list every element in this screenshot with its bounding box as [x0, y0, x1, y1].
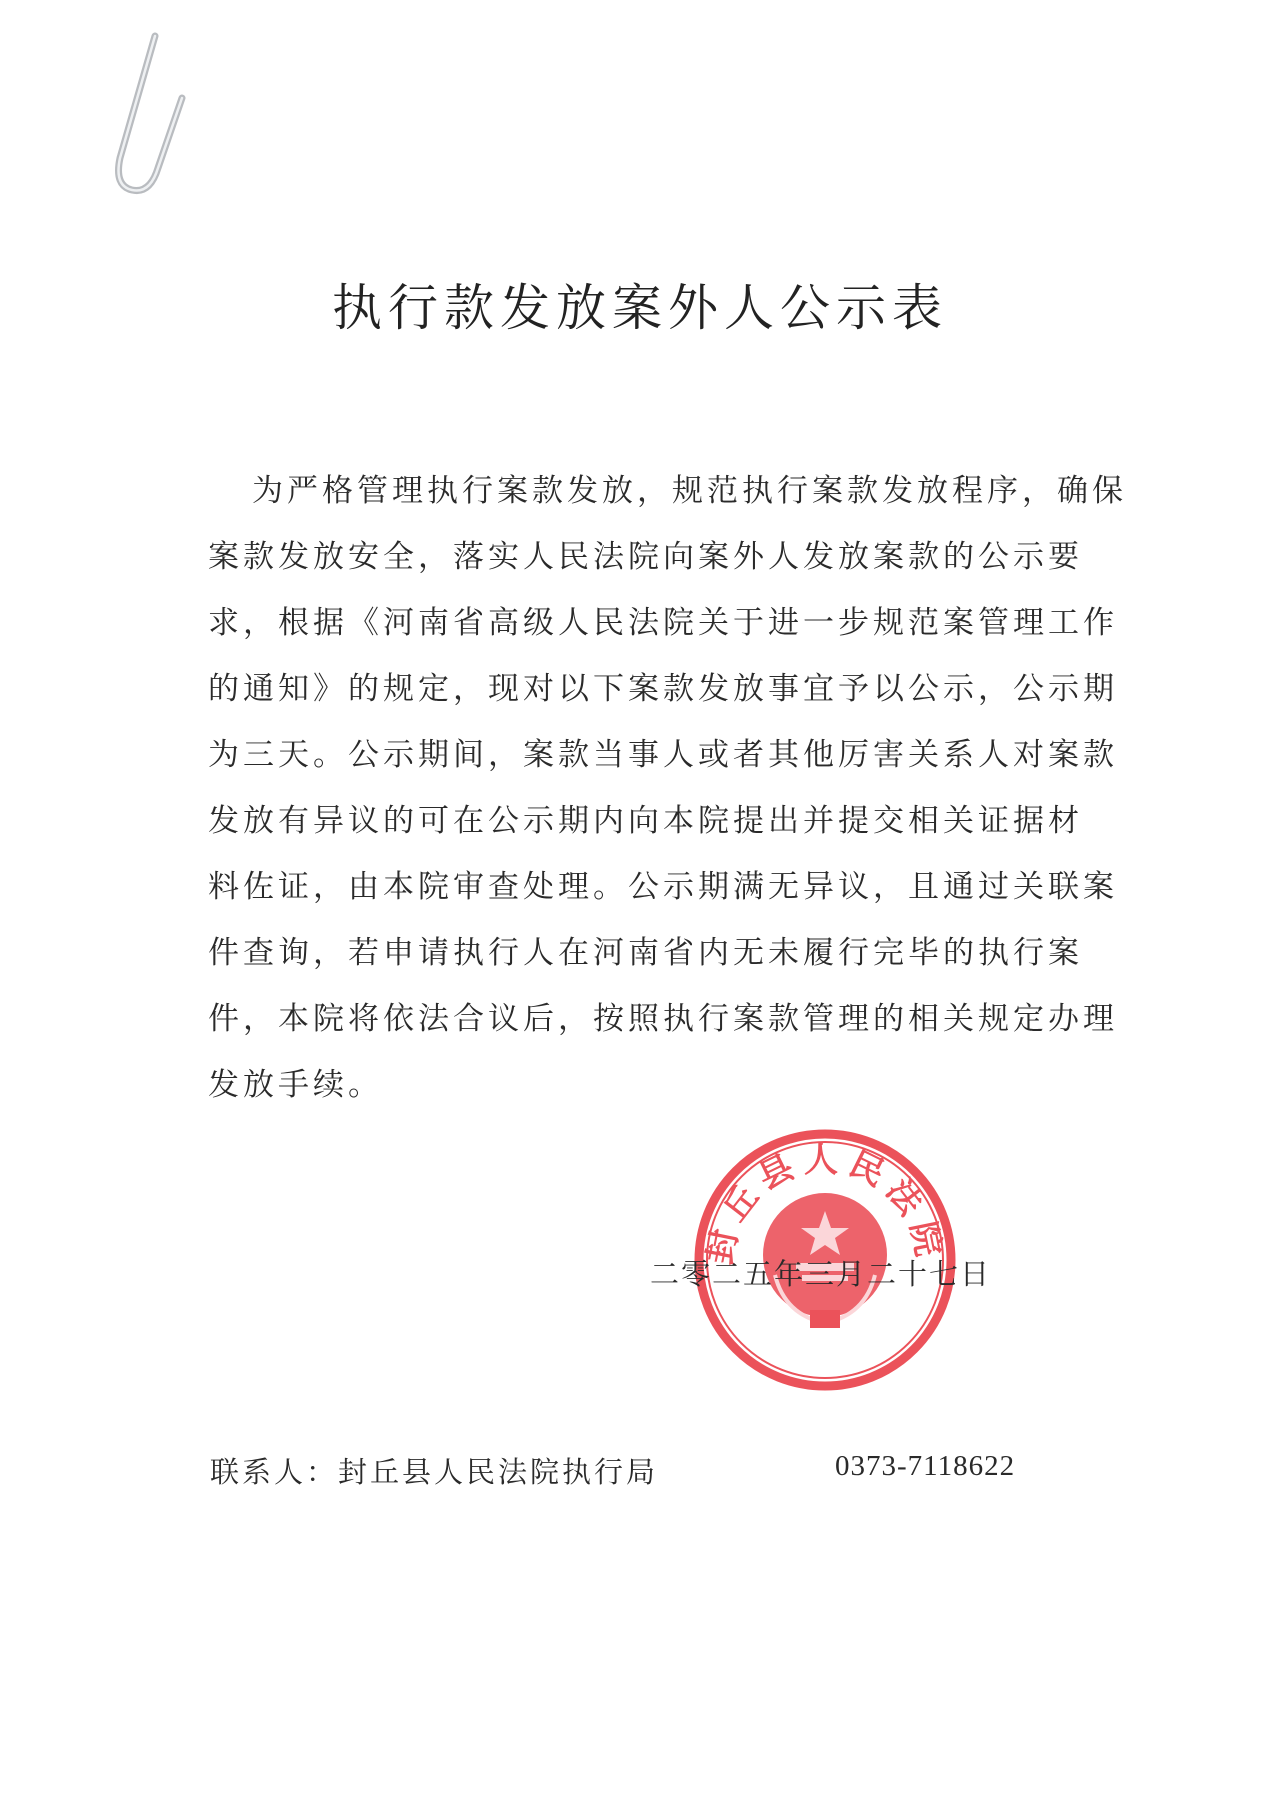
seal-text: 封丘县人民法院 — [700, 1140, 950, 1268]
body-line: 求，根据《河南省高级人民法院关于进一步规范案管理工作 — [208, 605, 1118, 641]
paperclip-icon — [100, 28, 190, 198]
body-line: 发放有异议的可在公示期内向本院提出并提交相关证据材 — [208, 803, 1083, 839]
body-paragraph — [208, 458, 1127, 1118]
body-line: 为三天。公示期间，案款当事人或者其他厉害关系人对案款 — [208, 737, 1118, 773]
document-title: 执行款发放案外人公示表 — [332, 279, 948, 337]
body-line: 案款发放安全，落实人民法院向案外人发放案款的公示要 — [208, 539, 1083, 575]
body-line: 料佐证，由本院审查处理。公示期满无异议，且通过关联案 — [208, 869, 1118, 905]
issue-date: 二零二五年三月二十七日 — [650, 1257, 992, 1291]
footer — [210, 1450, 1080, 1500]
contact-label: 联系人：封丘县人民法院执行局 — [210, 1455, 659, 1489]
body-line: 为严格管理执行案款发放，规范执行案款发放程序，确保 — [252, 473, 1127, 509]
contact-phone: 0373-7118622 — [835, 1450, 1016, 1482]
body-line: 的通知》的规定，现对以下案款发放事宜予以公示，公示期 — [208, 671, 1118, 707]
body-line: 件查询，若申请执行人在河南省内无未履行完毕的执行案 — [208, 935, 1083, 971]
body-line: 件，本院将依法合议后，按照执行案款管理的相关规定办理 — [208, 1001, 1118, 1037]
body-line: 发放手续。 — [208, 1067, 383, 1103]
